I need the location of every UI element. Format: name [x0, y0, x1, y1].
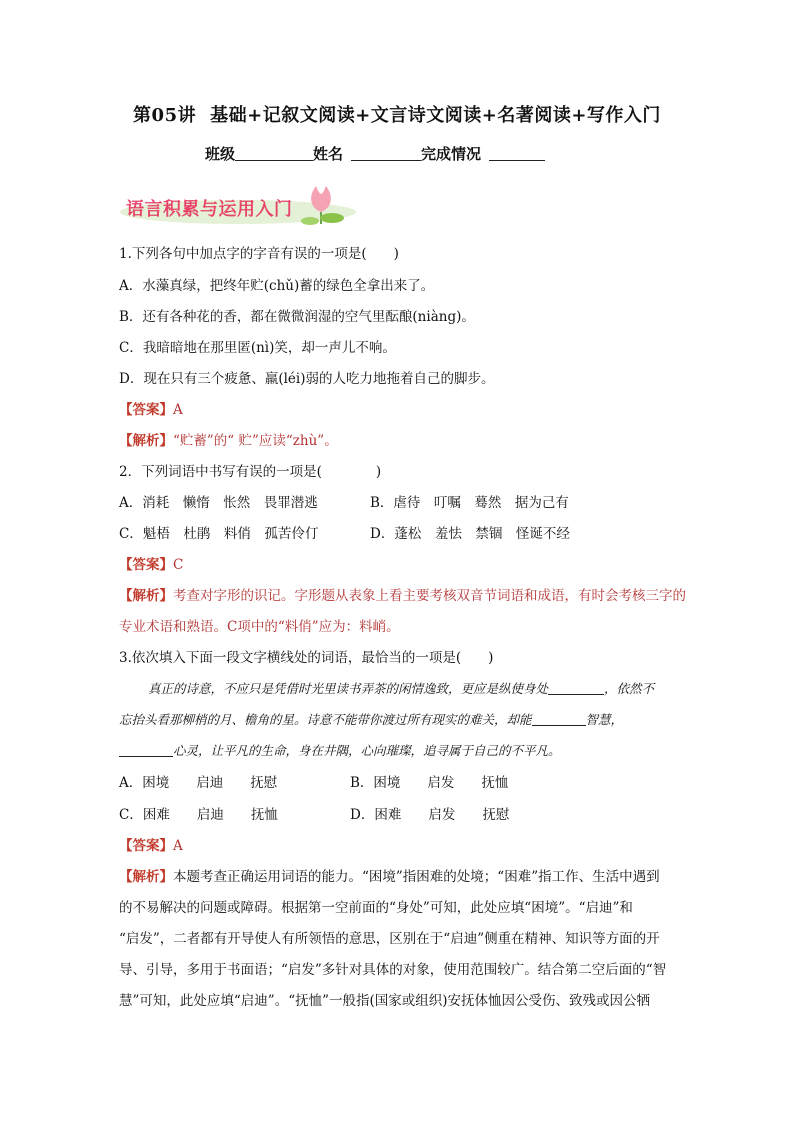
class-label: 班级: [205, 145, 236, 163]
passage-text: 忘抬头看那柳梢的月、檐角的星。诗意不能带你渡过所有现实的难关，却能: [119, 712, 532, 727]
answer-tag: 【答案】: [119, 402, 173, 418]
q1-option-d: D．现在只有三个疲惫、羸(léi)弱的人吃力地拖着自己的脚步。: [119, 371, 495, 387]
q2-analysis-line-2: 专业术语和熟语。C项中的“料俏”应为：料峭。: [119, 619, 400, 635]
status-label: 完成情况: [421, 145, 482, 163]
analysis-tag: 【解析】: [119, 869, 173, 885]
lecture-topic: 基础+记叙文阅读+文言诗文阅读+名著阅读+写作入门: [210, 105, 661, 126]
answer-tag: 【答案】: [119, 838, 173, 854]
name-blank[interactable]: [351, 144, 421, 161]
q3-passage-line-1: [148, 679, 654, 699]
q1-option-a: A．水藻真绿，把终年贮(chǔ)蓄的绿色全拿出来了。: [119, 278, 435, 294]
q3-option-d: D．困难 启发 抚慰: [350, 807, 510, 823]
q1-answer: [119, 400, 183, 420]
q2-analysis-line-1: 考查对字形的识记。字形题从表象上看主要考核双音节词语和成语，有时会考核三字的: [173, 588, 686, 604]
q2-option-b: B．虐待 叮嘱 蓦然 据为己有: [370, 495, 569, 511]
q3-analysis-line-2: 的不易解决的问题或障碍。根据第一空前面的“身处”可知，此处应填“困境”。“启迪”和: [119, 900, 633, 916]
class-blank[interactable]: [235, 144, 313, 161]
student-info-line: [205, 143, 545, 164]
passage-text: 心灵，让平凡的生命，身在井隅，心向璀璨，追寻属于自己的不平凡。: [173, 743, 561, 758]
passage-text: 智慧，: [585, 712, 624, 727]
q2-analysis: [119, 586, 686, 606]
passage-text: 真正的诗意，不应只是凭借时光里读书弄茶的闲情逸致，更应是纵使身处: [148, 681, 549, 696]
q2-option-a: A．消耗 懒惰 怅然 畏罪潜逃: [119, 495, 318, 511]
q2-option-c: C．魁梧 杜鹃 料俏 孤苦伶仃: [119, 526, 319, 542]
q3-answer: [119, 836, 183, 856]
blank-2: [532, 711, 586, 726]
q3-analysis-line-3: “启发”，二者都有开导使人有所领悟的意思，区别在于“启迪”侧重在精神、知识等方面的开: [119, 931, 660, 947]
passage-text: ，依然不: [604, 681, 655, 696]
blank-3: [119, 742, 173, 757]
blank-1: [548, 680, 604, 695]
q1-analysis: [119, 431, 338, 451]
q3-passage-line-3: [119, 741, 561, 761]
status-blank[interactable]: [489, 144, 545, 161]
q3-analysis-line-1: 本题考查正确运用词语的能力。“困境”指困难的处境；“困难”指工作、生活中遇到: [173, 869, 660, 885]
q1-option-b: B．还有各种花的香，都在微微润湿的空气里酝酿(niàng)。: [119, 309, 475, 325]
name-label: 姓名: [313, 145, 344, 163]
q2-answer: [119, 555, 183, 575]
q3-option-b: B．困境 启发 抚恤: [350, 775, 509, 791]
q2-stem: 2．下列词语中书写有误的一项是( ): [119, 464, 382, 480]
section-banner: [118, 176, 358, 226]
analysis-tag: 【解析】: [119, 588, 173, 604]
banner-title: 语言积累与运用入门: [126, 199, 293, 220]
analysis-tag: 【解析】: [119, 433, 173, 449]
q3-option-a: A．困境 启迪 抚慰: [119, 775, 278, 791]
q3-answer-value: A: [173, 838, 183, 854]
q3-analysis-line-4: 导、引导，多用于书面语；“启发”多针对具体的对象，使用范围较广。结合第二空后面的“智: [119, 962, 667, 978]
q3-option-c: C．困难 启迪 抚恤: [119, 807, 278, 823]
q3-analysis-line-5: 慧”可知，此处应填“启迪”。“抚恤”一般指(国家或组织)安抚体恤因公受伤、致残或因公牺: [119, 993, 651, 1009]
answer-tag: 【答案】: [119, 557, 173, 573]
lecture-number: 第05讲: [133, 105, 197, 126]
q3-analysis: [119, 867, 660, 887]
q1-analysis-text: “贮蓄”的“ 贮”应读“zhù”。: [173, 433, 338, 449]
page-title: [0, 101, 794, 127]
q2-answer-value: C: [173, 557, 184, 573]
q3-passage-line-2: [119, 710, 623, 730]
q3-stem: 3.依次填入下面一段文字横线处的词语，最恰当的一项是( ): [119, 650, 494, 666]
q1-stem: 1.下列各句中加点字的字音有误的一项是( ): [119, 246, 399, 262]
q2-option-d: D．蓬松 羞怯 禁锢 怪诞不经: [370, 526, 570, 542]
q1-option-c: C．我暗暗地在那里匿(nì)笑，却一声儿不响。: [119, 340, 396, 356]
q1-answer-value: A: [173, 402, 183, 418]
